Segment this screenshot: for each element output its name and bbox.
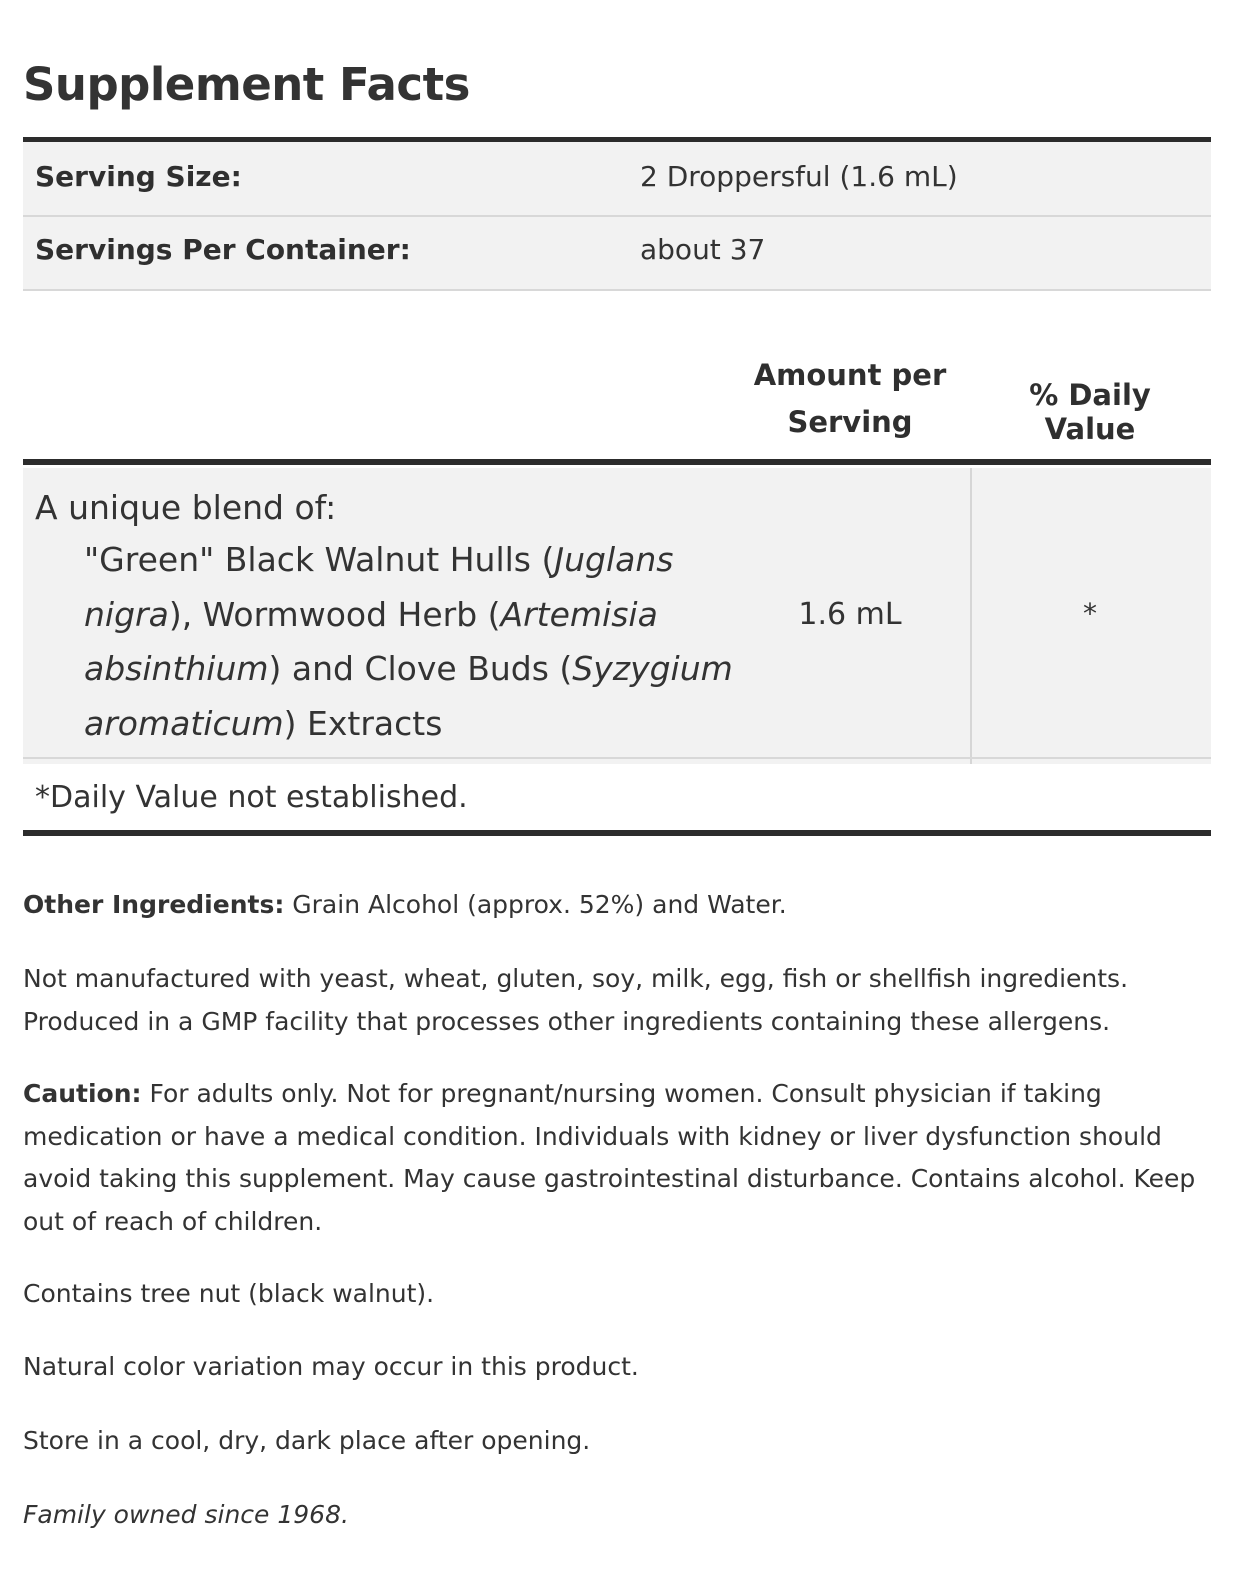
allergen-statement: Not manufactured with yeast, wheat, gluten, soy, milk, egg, fish or shellfish ingredients. Produced in a GMP facility that processes other ingredients containing these allergens. — [23, 964, 1129, 1036]
caution-label: Caution: — [23, 1079, 142, 1108]
amount-header-line1: Amount per — [753, 358, 947, 392]
daily-value-header: % Daily Value — [1029, 378, 1151, 446]
page-title: Supplement Facts — [23, 58, 470, 111]
storage-statement: Store in a cool, dry, dark place after opening. — [23, 1426, 591, 1455]
blend-ingredients — [84, 533, 774, 751]
caution-text: For adults only. Not for pregnant/nursing women. Consult physician if taking medication or have a medical condition. Individuals with kidney or liver dysfunction should avoid taking this supplement. May cause gastrointestinal disturbance. Contains alcohol. Keep out of reach of children. — [23, 1079, 1196, 1236]
blend-text: ) Extracts — [283, 703, 443, 743]
amount-header-line2: Serving — [787, 405, 913, 439]
row-divider — [23, 289, 1211, 291]
other-ingredients-label: Other Ingredients: — [23, 890, 285, 919]
servings-per-container-row — [23, 217, 1211, 289]
latin-name: Juglans nigra — [84, 540, 674, 634]
blend-daily-value: * — [1083, 597, 1097, 630]
other-ingredients-text: Grain Alcohol (approx. 52%) and Water. — [284, 890, 787, 919]
color-variation-statement: Natural color variation may occur in this product. — [23, 1352, 639, 1381]
servings-per-container-label: Servings Per Container: — [35, 233, 411, 266]
row-divider — [23, 757, 1211, 759]
latin-name: Syzygium aromaticum — [84, 649, 733, 743]
blend-text: ), Wormwood Herb ( — [168, 594, 501, 634]
other-ingredients — [23, 884, 1213, 927]
daily-value-footnote: *Daily Value not established. — [35, 780, 468, 815]
tree-nut-statement: Contains tree nut (black walnut). — [23, 1279, 435, 1308]
serving-size-value: 2 Droppersful (1.6 mL) — [640, 160, 958, 193]
bottom-divider — [23, 830, 1211, 836]
blend-amount: 1.6 mL — [798, 597, 902, 632]
serving-size-row — [23, 142, 1211, 215]
blend-text: "Green" Black Walnut Hulls ( — [84, 540, 555, 579]
blend-heading: A unique blend of: — [35, 488, 337, 527]
family-owned-statement: Family owned since 1968. — [23, 1500, 349, 1529]
column-divider — [970, 468, 972, 764]
amount-per-serving-header — [750, 352, 950, 446]
latin-name: Artemisia absinthium — [84, 594, 658, 688]
header-divider — [23, 459, 1211, 465]
blend-text: ) and Clove Buds ( — [268, 649, 573, 688]
serving-size-label: Serving Size: — [35, 160, 242, 193]
caution-statement — [23, 1073, 1213, 1243]
servings-per-container-value: about 37 — [640, 233, 766, 266]
